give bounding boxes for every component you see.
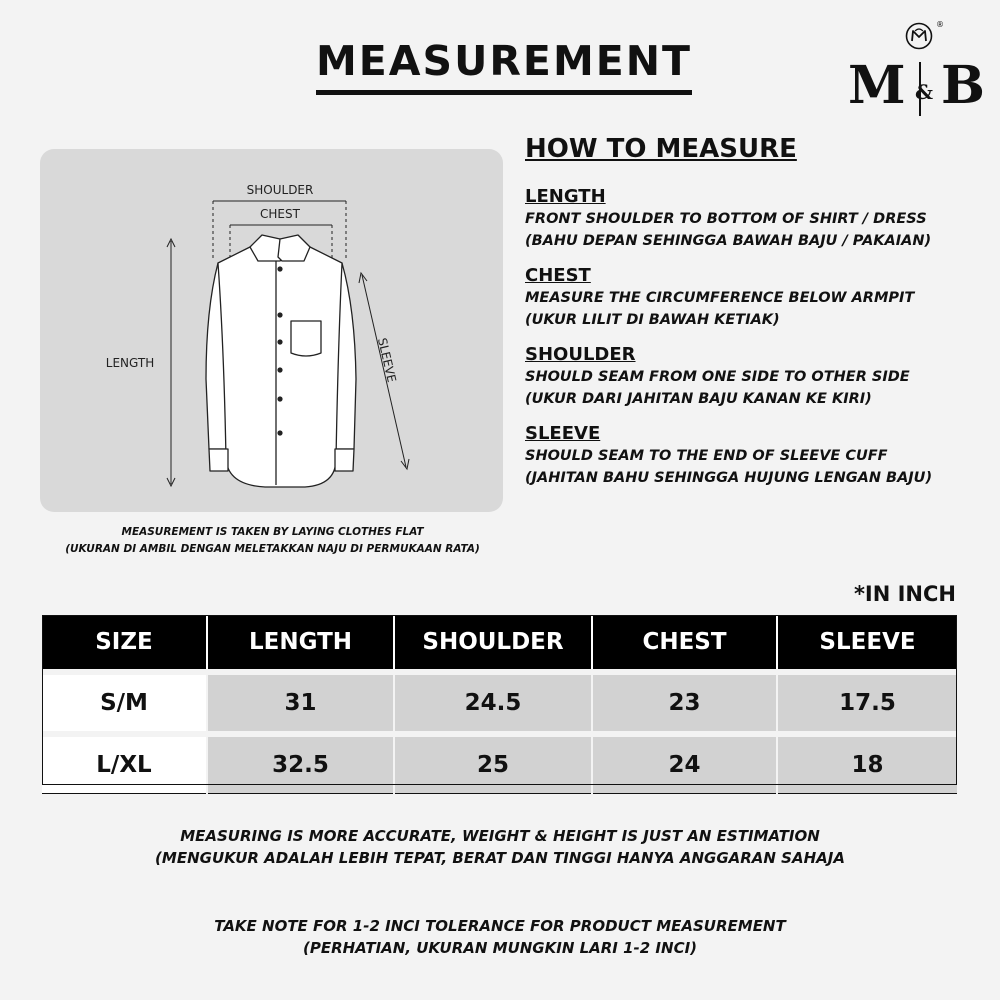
section-text-ms: (BAHU DEPAN SEHINGGA BAWAH BAJU / PAKAIAN) <box>525 233 932 249</box>
flat-note-ms: (UKURAN DI AMBIL DENGAN MELETAKKAN NAJU DI PERMUKAAN RATA) <box>65 543 480 555</box>
section-shoulder <box>525 344 985 410</box>
brand-letter-b: B <box>941 55 985 116</box>
section-sleeve <box>525 423 985 489</box>
column-header-size: SIZE <box>42 615 207 672</box>
column-header-shoulder: SHOULDER <box>394 615 592 672</box>
table-row <box>42 672 957 734</box>
chest-cell: 23 <box>592 672 777 734</box>
section-text-en: MEASURE THE CIRCUMFERENCE BELOW ARMPIT <box>525 290 915 306</box>
registered-mark: ® <box>936 20 944 29</box>
sleeve-cell: 17.5 <box>777 672 957 734</box>
how-to-title: HOW TO MEASURE <box>525 134 797 164</box>
section-length <box>525 186 985 252</box>
flat-note-en: MEASUREMENT IS TAKEN BY LAYING CLOTHES FLAT <box>121 526 424 538</box>
size-cell: S/M <box>42 672 207 734</box>
column-header-chest: CHEST <box>592 615 777 672</box>
section-text-ms: (JAHITAN BAHU SEHINGGA HUJUNG LENGAN BAJU) <box>525 470 933 486</box>
sleeve-label: SLEEVE <box>374 336 399 384</box>
table-row <box>42 734 957 794</box>
brand-ampersand: & <box>915 80 934 104</box>
shoulder-cell: 25 <box>394 734 592 794</box>
tolerance-note <box>0 915 1000 959</box>
chest-label: CHEST <box>260 207 300 221</box>
section-text-ms: (UKUR DARI JAHITAN BAJU KANAN KE KIRI) <box>525 391 872 407</box>
shoulder-label: SHOULDER <box>246 183 314 197</box>
size-chart-table <box>42 615 957 794</box>
sleeve-cell: 18 <box>777 734 957 794</box>
tolerance-note-en: TAKE NOTE FOR 1-2 INCI TOLERANCE FOR PRODUCT MEASUREMENT <box>214 917 786 935</box>
section-text-ms: (UKUR LILIT DI BAWAH KETIAK) <box>525 312 780 328</box>
shoulder-cell: 24.5 <box>394 672 592 734</box>
brand-logo <box>848 22 988 122</box>
page-title: MEASUREMENT <box>316 38 692 95</box>
length-cell: 32.5 <box>207 734 394 794</box>
column-header-sleeve: SLEEVE <box>777 615 957 672</box>
chest-cell: 24 <box>592 734 777 794</box>
brand-emblem-icon <box>905 22 933 50</box>
flat-measure-note <box>30 524 515 558</box>
shirt-diagram <box>40 149 503 512</box>
brand-letter-m: M <box>848 55 906 116</box>
section-text-en: SHOULD SEAM FROM ONE SIDE TO OTHER SIDE <box>525 369 910 385</box>
section-chest <box>525 265 985 331</box>
section-text-en: FRONT SHOULDER TO BOTTOM OF SHIRT / DRESS <box>525 211 927 227</box>
section-heading: LENGTH <box>525 186 606 207</box>
accuracy-note-ms: (MENGUKUR ADALAH LEBIH TEPAT, BERAT DAN TINGGI HANYA ANGGARAN SAHAJA <box>155 849 845 867</box>
accuracy-note-en: MEASURING IS MORE ACCURATE, WEIGHT & HEIGHT IS JUST AN ESTIMATION <box>180 827 820 845</box>
accuracy-note <box>0 825 1000 869</box>
shirt-diagram-panel <box>40 149 503 512</box>
table-header-row <box>42 615 957 672</box>
size-cell: L/XL <box>42 734 207 794</box>
shirt-outline <box>206 235 356 487</box>
length-cell: 31 <box>207 672 394 734</box>
how-to-measure <box>525 134 985 502</box>
tolerance-note-ms: (PERHATIAN, UKURAN MUNGKIN LARI 1-2 INCI) <box>302 939 698 957</box>
section-heading: SHOULDER <box>525 344 636 365</box>
unit-note: *IN INCH <box>853 582 956 606</box>
section-text-en: SHOULD SEAM TO THE END OF SLEEVE CUFF <box>525 448 888 464</box>
column-header-length: LENGTH <box>207 615 394 672</box>
section-heading: SLEEVE <box>525 423 601 444</box>
length-label: LENGTH <box>105 356 155 370</box>
section-heading: CHEST <box>525 265 591 286</box>
